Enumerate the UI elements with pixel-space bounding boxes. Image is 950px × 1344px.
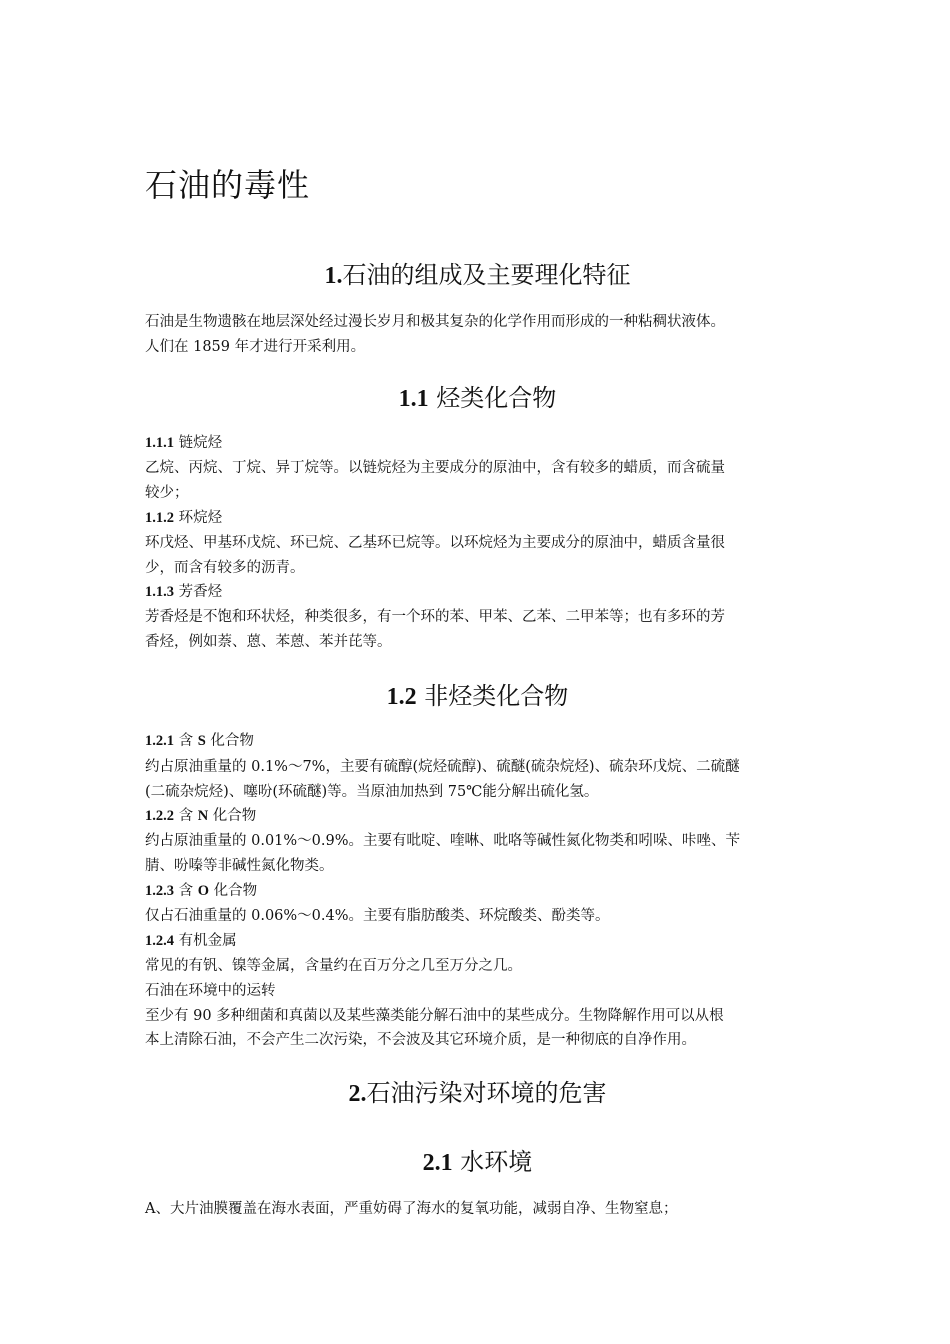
paragraph-line: (二硫杂烷烃)、噻吩(环硫醚)等。当原油加热到 75℃能分解出硫化氢。 [145,784,599,800]
paragraph-line: 腈、吩嗪等非碱性氮化物类。 [145,858,334,874]
document-title: 石油的毒性 [145,166,311,204]
paragraph-line: 乙烷、丙烷、丁烷、异丁烷等。以链烷烃为主要成分的原油中，含有较多的蜡质，而含硫量 [145,460,725,476]
paragraph-line: 人们在 1859 年才进行开采利用。 [145,339,366,355]
paragraph-line: 约占原油重量的 0.1%～7%，主要有硫醇(烷烃硫醇)、硫醚(硫杂烷烃)、硫杂环戊烷、二硫醚 [145,759,740,775]
paragraph-line: 较少； [145,485,189,501]
section-text: 烃类化合物 [428,384,557,412]
paragraph-line: 少，而含有较多的沥青。 [145,560,305,576]
element-symbol: O [197,883,209,899]
element-symbol: S [197,733,206,749]
subsection-heading-1-2-4 [145,929,237,954]
subsection-text: 含 [174,733,198,749]
subsection-text: 化合物 [208,808,257,824]
subsection-number: 1.2.4 [145,933,174,949]
element-symbol: N [197,808,209,824]
paragraph-line: 芳香烃是不饱和环状烃，种类很多，有一个环的苯、甲苯、乙苯、二甲苯等；也有多环的芳 [145,609,725,625]
subsection-heading-1-2-3 [145,879,257,904]
subsection-heading-1-1-3 [145,580,222,605]
subsection-text: 化合物 [209,883,258,899]
subsection-number: 1.1.1 [145,435,174,451]
section-text: 石油污染对环境的危害 [366,1079,607,1107]
section-text: 石油的组成及主要理化特征 [342,261,631,289]
paragraph-line: 石油是生物遗骸在地层深处经过漫长岁月和极其复杂的化学作用而形成的一种粘稠状液体。 [145,314,725,330]
section-number: 2. [348,1081,367,1107]
subsection-text: 含 [174,808,198,824]
subsection-text: 含 [174,883,198,899]
paragraph-line: 香烃，例如萘、蒽、苯蒽、苯并芘等。 [145,634,392,650]
subsection-heading-1-1-1 [145,431,222,456]
paragraph-line: 本上清除石油，不会产生二次污染，不会波及其它环境介质，是一种彻底的自净作用。 [145,1032,696,1048]
section-heading-2-1 [145,1142,810,1177]
subsection-number: 1.2.3 [145,883,174,899]
subsection-heading-1-1-2 [145,506,222,531]
subsection-text: 环烷烃 [174,510,223,526]
subsection-heading-1-2-1 [145,729,254,754]
subsection-number: 1.2.1 [145,733,174,749]
subsection-number: 1.1.3 [145,584,174,600]
subsection-text: 化合物 [205,733,254,749]
subsection-heading-1-2-2 [145,804,256,829]
section-number: 1. [324,263,343,289]
section-text: 水环境 [452,1148,533,1176]
subsection-number: 1.2.2 [145,808,174,824]
paragraph-line: 环戊烃、甲基环戊烷、环已烷、乙基环已烷等。以环烷烃为主要成分的原油中，蜡质含量很 [145,535,725,551]
paragraph-line: 常见的有钒、镍等金属，含量约在百万分之几至万分之几。 [145,958,522,974]
subsection-text: 链烷烃 [174,435,223,451]
section-heading-2 [145,1073,810,1108]
paragraph-line: A、大片油膜覆盖在海水表面，严重妨碍了海水的复氧功能，减弱自净、生物窒息； [145,1201,678,1217]
paragraph-line: 约占原油重量的 0.01%～0.9%。主要有吡啶、喹啉、吡咯等碱性氮化物类和吲哚、咔唑、苄 [145,833,741,849]
section-number: 1.2 [386,684,417,710]
section-text: 非烃类化合物 [416,682,569,710]
section-number: 1.1 [398,386,429,412]
paragraph-line: 仅占石油重量的 0.06%～0.4%。主要有脂肪酸类、环烷酸类、酚类等。 [145,908,610,924]
environment-heading: 石油在环境中的运转 [145,983,276,999]
section-heading-1-2 [145,676,810,711]
paragraph-line: 至少有 90 多种细菌和真菌以及某些藻类能分解石油中的某些成分。生物降解作用可以从根 [145,1008,724,1024]
subsection-text: 有机金属 [174,933,237,949]
section-heading-1 [145,255,810,290]
subsection-number: 1.1.2 [145,510,174,526]
section-heading-1-1 [145,378,810,413]
section-number: 2.1 [422,1150,453,1176]
subsection-text: 芳香烃 [174,584,223,600]
